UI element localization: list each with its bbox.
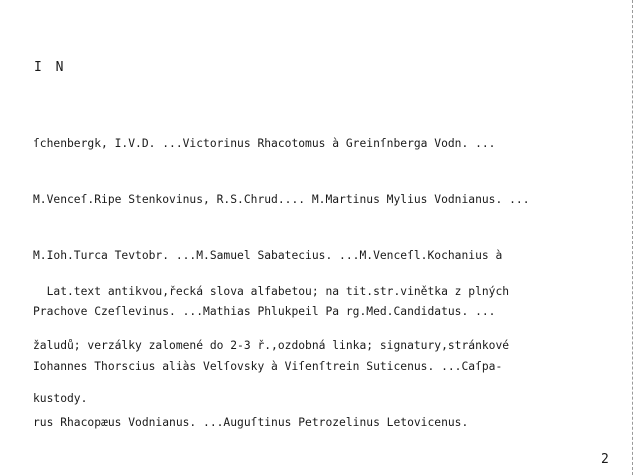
body-line: M.Ioh.Turca Tevtobr. ...M.Samuel Sabatecius. ...M.Venceſl.Kochanius à (33, 248, 503, 262)
page-number: 2 (601, 452, 609, 467)
body-line: Prachove Czeſlevinus. ...Mathias Phlukpeil Pa rg.Med.Candidatus. ... (33, 304, 496, 318)
body-line: M.Venceſ.Ripe Stenkovinus, R.S.Chrud.... M.Martinus Mylius Vodnianus. ... (33, 192, 530, 206)
body-line: Iohannes Thorscius aliàs Velſovsky à Viſenſtrein Suticenus. ...Caſpa- (33, 360, 503, 374)
card-description-note (33, 248, 613, 444)
note-line: žaludů; verzálky zalomené do 2-3 ř.,ozdobná linka; signatury,stránkové (33, 338, 510, 352)
note-line: Lat.text antikvou,řecká slova alfabetou; na tit.str.vinětka z plných (33, 285, 510, 298)
card-heading: I N (34, 60, 67, 75)
body-line: ſchenbergk, I.V.D. ...Victorinus Rhacotomus à Greinſnberga Vodn. ... (33, 137, 496, 151)
note-line: kustody. (33, 392, 88, 406)
body-line: rus Rhacopæus Vodnianus. ...Auguſtinus Petrozelinus Letovicenus. (33, 416, 469, 430)
card-edge-divider (628, 0, 633, 475)
